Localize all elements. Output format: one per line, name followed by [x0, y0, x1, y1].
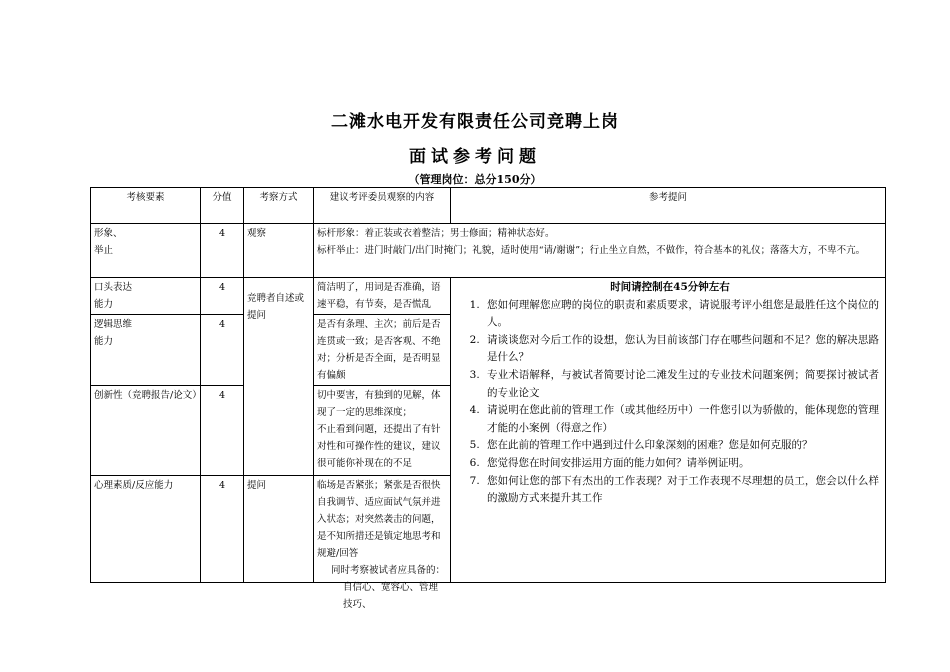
total-score-note: （管理岗位：总分150分）: [408, 173, 542, 186]
score-psych: 4: [201, 476, 244, 583]
header-questions: 参考提问: [451, 188, 886, 224]
observe-psych-text: 临场是否紧张；紧张是否很快自我调节、适应面试气氛并进入状态；对突然袭击的问题，是不知所措还是镇定地思考和规避/回答: [317, 480, 441, 559]
factor-innovation: 创新性（竞聘报告/论文）: [91, 386, 201, 476]
header-score: 分值: [201, 188, 244, 224]
question-list-cell: [451, 278, 886, 583]
observe-psych-text-3: 自信心、宽容心、管理技巧、: [343, 582, 439, 610]
table-header-row: [91, 188, 886, 224]
table-row: [91, 224, 886, 278]
factor-logic: 逻辑思维 能力: [91, 315, 201, 386]
observe-innovation: 切中要害，有独到的见解，体现了一定的思维深度； 不止看到问题，还提出了有针对性和可操作性的建议，建议很可能你补现在的不足: [314, 386, 451, 476]
header-factor: 考核要素: [91, 188, 201, 224]
score-logic: 4: [201, 315, 244, 386]
question-item: 4. 请说明在您此前的管理工作（或其他经历中）一件您引以为骄傲的，能体现您的管理才能的小案例（得意之作）: [483, 402, 879, 437]
header-method: 考察方式: [244, 188, 314, 224]
observe-psych-text-2: 同时考察被试者应具备的：: [331, 565, 446, 576]
score-innovation: 4: [201, 386, 244, 476]
question-item: 7. 您如何让您的部下有杰出的工作表现？对于工作表现不尽理想的员工，您会以什么样的激励方式来提升其工作: [483, 473, 879, 508]
document-title: 二滩水电开发有限责任公司竞聘上岗: [331, 112, 619, 132]
observe-psych: [314, 476, 451, 610]
question-list: [461, 279, 879, 508]
time-limit-heading: 时间请控制在45分钟左右: [610, 281, 730, 293]
method-self-statement: 竞聘者自述或提问: [244, 278, 314, 476]
method-psych: 提问: [244, 476, 314, 583]
document-subtitle: 面试参考问题: [409, 147, 541, 167]
question-item: 3. 专业术语解释，与被试者简要讨论二滩发生过的专业技术问题案例；简要探讨被试者的专业论文: [483, 367, 879, 402]
score-oral: 4: [201, 278, 244, 315]
factor-oral: 口头表达 能力: [91, 278, 201, 315]
factor-psych: 心理素质/反应能力: [91, 476, 201, 583]
table-row: [91, 278, 886, 315]
question-item: 1. 您如何理解您应聘的岗位的职责和素质要求，请说服考评小组您是最胜任这个岗位的人。: [483, 297, 879, 332]
observe-logic: 是否有条理、主次；前后是否连贯或一致；是否客观、不绝对；分析是否全面，是否明显有偏颇: [314, 315, 451, 386]
header-observe: 建议考评委员观察的内容: [314, 188, 451, 224]
observe-image: 标杆形象：着正装或衣着整洁；男士修面；精神状态好。 标杆举止：进门时敲门/出门时掩门；礼貌，适时使用“请/谢谢”；行止坐立自然，不做作，符合基本的礼仪；落落大方，不卑不亢。: [314, 224, 886, 278]
factor-image: 形象、 举止: [91, 224, 201, 278]
question-item: 6. 您觉得您在时间安排运用方面的能力如何？请举例证明。: [483, 455, 879, 473]
question-item: 5. 您在此前的管理工作中遇到过什么印象深刻的困难？您是如何克服的？: [483, 437, 879, 455]
method-image: 观察: [244, 224, 314, 278]
score-image: 4: [201, 224, 244, 278]
observe-oral: 简洁明了，用词是否准确，语速平稳，有节奏，是否慌乱: [314, 278, 451, 315]
question-item: 2. 请谈谈您对今后工作的设想，您认为目前该部门存在哪些问题和不足？您的解决思路是什么？: [483, 332, 879, 367]
interview-table: [90, 187, 886, 610]
